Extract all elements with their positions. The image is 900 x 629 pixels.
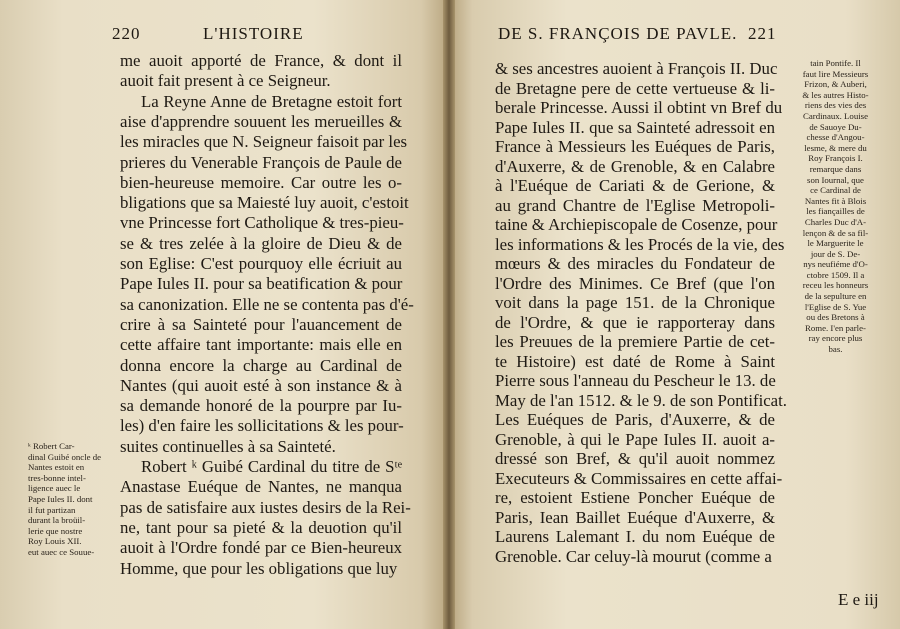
text-line: May de l'an 1512. & le 9. de son Pontificat. [495,390,787,410]
margin-note-line: remarque dans [809,163,862,174]
text-line: l'Ordre des Minimes. Ce Bref (que l'on [495,273,775,293]
margin-note-line: & les autres Histo- [802,89,869,100]
text-line: Les Euéques de Paris, d'Auxerre, & de [495,410,775,429]
margin-note-line: son Iournal, que [807,174,864,185]
margin-note-line: Roy François I. [808,153,863,164]
margin-note-line: ligence auec le [28,483,81,494]
margin-note-line: receu les honneurs [802,280,869,291]
margin-note-line: le Marguerite le [807,238,864,249]
margin-note-line: Frizon, & Auberi, [804,79,867,90]
text-line: se & tres zelée à la gloire de Dieu & de [120,233,402,253]
margin-note-line: bas. [828,344,843,355]
margin-note-line: lerie que nostre [28,525,83,536]
text-line: auoit fait present à ce Seigneur. [120,71,331,91]
margin-note-line: nys neufiéme d'O- [803,259,868,270]
text-line: prieres du Venerable François de Paule de [120,152,402,172]
text-line: ne, tant pour sa pieté & la deuotion qu'il [120,517,402,537]
text-line: dressé son Bref, & qu'il auoit nommez [495,449,775,468]
margin-note-line: lesme, & mere du [804,142,867,153]
margin-note-line: ᵏ Robert Car- [28,441,75,451]
text-line: Anastase Euéque de Nantes, ne manqua [120,477,402,497]
text-line: suites continuelles à sa Sainteté. [120,436,336,456]
text-line: auoit à l'Ordre fondé par ce Bien-heureux [120,538,402,558]
text-line: vne Princesse fort Catholique & tres-pieu- [120,213,404,233]
right-page-number: 221 [748,24,777,43]
book-gutter [443,0,455,629]
text-line: Grenoble. Car celuy-là mourut (comme a [495,546,772,566]
text-line: de l'Ordre, & que ie rapporteray dans [495,312,775,332]
text-line: me auoit apporté de France, & dont il [120,51,402,70]
text-line: les Preuues de la premiere Partie de cet- [495,332,775,351]
text-line: Executeurs & Commissaires en cette affai- [495,468,783,488]
text-line: crire à sa Sainteté pour l'auancement de [120,314,402,334]
margin-note-line: Roy Louis XII. [28,536,82,547]
margin-note-line: Cardinaux. Louise [803,110,868,121]
margin-note-line: tres-bonne intel- [28,472,86,483]
text-line: & ses ancestres auoient à François II. Duc [495,59,778,78]
left-running-head: L'HISTOIRE [203,24,304,43]
text-line: sa canonization. Elle ne se contenta pas d'é- [120,294,414,314]
text-line: les) d'en faire les sollicitations & les pour- [120,416,404,436]
left-page-number: 220 [112,24,141,43]
text-line: La Reyne Anne de Bretagne estoit fort [141,91,402,111]
right-running-head: DE S. FRANÇOIS DE PAVLE. [498,24,738,43]
margin-note-line: tain Pontife. Il [810,58,861,68]
left-margin-note [28,441,114,558]
margin-note-line: de Sauoye Du- [809,121,862,132]
text-line: berale Princesse. Aussi il obtint vn Bref du [495,98,783,117]
text-line: Pape Iules II. pour sa beatification & pour [120,274,403,294]
text-line: taine & Archiepiscopale de Cosenze, pour [495,215,778,234]
text-line: les miracles que N. Seigneur faisoit par les [120,132,408,152]
text-line: France à Messieurs les Euéques de Paris, [495,137,775,156]
text-line: Paris, Iean Baillet Euéque d'Auxerre, & [495,507,775,527]
margin-note-line: Pape Iules II. dont [28,493,93,504]
margin-note-line: il fut partizan [28,504,76,515]
text-line: de Bretagne pere de cette vertueuse & li- [495,78,775,98]
margin-note-line: durant la broüil- [28,515,86,526]
text-line: voit dans la page 151. de la Chronique [495,293,775,312]
margin-note-line: Rome. I'en parle- [805,322,866,333]
text-line: Grenoble, à qui le Pape Iules II. auoit a- [495,429,775,449]
text-line: donna encore la charge au Cardinal de [120,355,402,375]
margin-note-line: chesse d'Angou- [806,132,865,143]
margin-note-line: ray encore plus [808,333,863,344]
text-line: à l'Euéque de Cariati & de Gerione, & [495,176,775,195]
margin-note-line: eut auec ce Souue- [28,546,95,557]
text-line: Robert ᵏ Guibé Cardinal du titre de Sᵗᵉ [141,457,402,476]
text-line: bien-heureuse memoire. Car outre les o- [120,172,402,192]
text-line: mœurs & des miracles du Fondateur de [495,254,775,273]
text-line: Homme, que pour les obligations que luy [120,558,398,578]
margin-note-line: dinal Guibé oncle de [28,451,102,462]
text-line: Pierre sous l'anneau du Pescheur le 13. de [495,371,776,390]
text-line: Pape Iules II. que sa Sainteté adressoit en [495,117,775,137]
text-line: te Histoire) est daté de Rome à Saint [495,351,775,371]
margin-note-line: ou des Bretons à [806,312,865,323]
text-line: Laurens Lalemant I. du nom Euéque de [495,527,775,546]
text-line: re, estoient Estiene Poncher Euéque de [495,488,775,507]
margin-note-line: riens des vies des [804,100,867,111]
text-line: aise d'apprendre souuent les merueilles & [120,111,402,131]
margin-note-line: les fiançailles de [806,206,865,217]
margin-note-line: l'Eglise de S. Yue [804,301,867,312]
margin-note-line: ce Cardinal de [810,185,861,196]
text-line: pas de satisfaire aux iustes desirs de la Rei- [120,497,411,517]
text-line: Nantes (qui auoit esté à son instance & à [120,375,402,395]
margin-note-line: Nantes estoit en [28,462,85,473]
text-line: d'Auxerre, & de Grenoble, & en Calabre [495,156,775,176]
text-line: sa demande honoré de la pourpre par Iu- [120,396,402,416]
text-line: son Eglise: C'est pourquoy elle écriuit au [120,254,402,273]
margin-note-line: faut lire Messieurs [802,68,869,79]
margin-note-line: lençon & de sa fil- [802,227,869,238]
right-margin-note [778,58,893,355]
signature-mark: E e iij [838,590,879,609]
margin-note-line: jour de S. De- [810,248,861,259]
text-line: cette affaire tant importante: mais elle en [120,335,402,355]
margin-note-line: Nantes fit à Blois [804,195,867,206]
text-line: au grand Chantre de l'Eglise Metropoli- [495,195,775,215]
margin-note-line: Charles Duc d'A- [804,216,867,227]
margin-note-line: ctobre 1509. Il a [806,269,865,280]
text-line: bligations que sa Maiesté luy auoit, c'estoit [120,193,409,213]
margin-note-line: de la sepulture en [804,291,867,302]
text-line: les informations & les Procés de la vie, des [495,234,785,254]
